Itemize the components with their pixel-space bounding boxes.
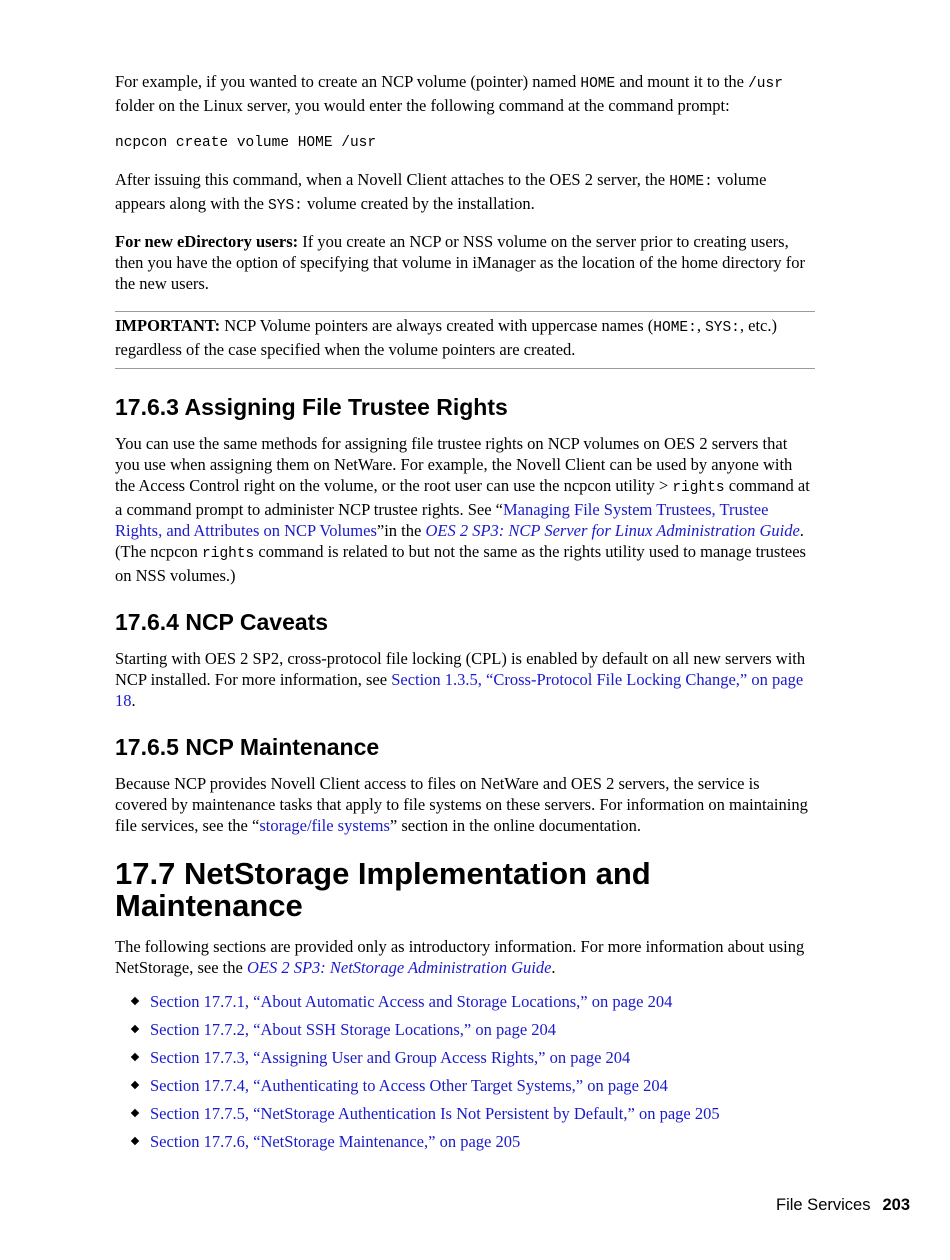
heading-17-7: 17.7 NetStorage Implementation and Maintenance	[115, 856, 651, 923]
intro-paragraph-3: For new eDirectory users: If you create an NCP or NSS volume on the server prior to creating users, then you have the option of specifying that volume in iManager as the location of the home directory for the new users.	[115, 232, 806, 293]
link-section-17-7-3[interactable]: Section 17.7.3, “Assigning User and Group Access Rights,” on page 204	[150, 1048, 631, 1067]
page-number: 203	[882, 1196, 910, 1214]
link-ncp-server-admin-guide[interactable]: OES 2 SP3: NCP Server for Linux Administration Guide	[425, 521, 800, 540]
heading-17-6-5: 17.6.5 NCP Maintenance	[115, 734, 380, 760]
list-item	[115, 1075, 815, 1103]
section-17-6-4-body: Starting with OES 2 SP2, cross-protocol file locking (CPL) is enabled by default on all new servers with NCP installed. For more information, see Section 1.3.5, “Cross-Protocol File Locking Change,” on page 18.	[115, 649, 806, 710]
list-item	[115, 991, 815, 1019]
footer-section-title: File Services	[776, 1196, 871, 1214]
heading-17-6-4: 17.6.4 NCP Caveats	[115, 609, 329, 635]
section-17-6-5-body: Because NCP provides Novell Client access to files on NetWare and OES 2 servers, the service is covered by maintenance tasks that apply to file systems on these servers. For information on maintaining file services, see the “storage/file systems” section in the online documentation.	[115, 774, 808, 835]
link-cross-protocol-file-locking[interactable]: Section 1.3.5, “Cross-Protocol File Locking Change,” on page 18	[115, 670, 804, 710]
important-label: IMPORTANT:	[115, 316, 221, 335]
section-17-6-3-body: You can use the same methods for assigning file trustee rights on NCP volumes on OES 2 servers that you use when assigning them on NetWare. For example, the Novell Client can be used by anyone with the Access Control right on the volume, or the root user can use the ncpcon utility > rights command at a command prompt to administer NCP trustee rights. See “Managing File System Trustees, Trustee Rights, and Attributes on NCP Volumes”in the OES 2 SP3: NCP Server for Linux Administration Guide. (The ncpcon rights command is related to but not the same as the rights utility used to manage trustees on NSS volumes.)	[115, 434, 810, 585]
page-content	[115, 68, 815, 1159]
link-netstorage-admin-guide[interactable]: OES 2 SP3: NetStorage Administration Guide	[246, 958, 552, 977]
list-item	[115, 1131, 815, 1159]
bullet-diamond-icon	[131, 997, 139, 1005]
heading-17-6-3: 17.6.3 Assigning File Trustee Rights	[115, 394, 508, 420]
important-note: IMPORTANT: NCP Volume pointers are always created with uppercase names (HOME:, SYS:, etc.) regardless of the case specified when the volume pointers are created.	[115, 311, 815, 369]
list-item	[115, 1103, 815, 1131]
link-managing-file-system-trustees[interactable]: Managing File System Trustees, Trustee Rights, and Attributes on NCP Volumes	[115, 500, 769, 540]
command-example: ncpcon create volume HOME /usr	[115, 135, 377, 151]
intro-paragraph-1: For example, if you wanted to create an NCP volume (pointer) named HOME and mount it to the /usr folder on the Linux server, you would enter the following command at the command prompt:	[115, 72, 783, 115]
bullet-diamond-icon	[131, 1025, 139, 1033]
list-item	[115, 1047, 815, 1075]
bullet-diamond-icon	[131, 1053, 139, 1061]
bullet-diamond-icon	[131, 1137, 139, 1145]
section-17-7-link-list	[115, 991, 815, 1159]
list-item	[115, 1019, 815, 1047]
page-footer	[776, 1196, 910, 1215]
bullet-diamond-icon	[131, 1109, 139, 1117]
link-storage-file-systems[interactable]: storage/file systems	[259, 816, 390, 835]
code-usr: /usr	[748, 76, 783, 92]
link-section-17-7-1[interactable]: Section 17.7.1, “About Automatic Access and Storage Locations,” on page 204	[150, 992, 673, 1011]
intro-paragraph-2: After issuing this command, when a Novell Client attaches to the OES 2 server, the HOME: volume appears along with the SYS: volume created by the installation.	[115, 170, 767, 214]
link-section-17-7-5[interactable]: Section 17.7.5, “NetStorage Authentication Is Not Persistent by Default,” on page 205	[150, 1104, 720, 1123]
link-section-17-7-2[interactable]: Section 17.7.2, “About SSH Storage Locations,” on page 204	[150, 1020, 557, 1039]
link-section-17-7-6[interactable]: Section 17.7.6, “NetStorage Maintenance,” on page 205	[150, 1132, 521, 1151]
link-section-17-7-4[interactable]: Section 17.7.4, “Authenticating to Access Other Target Systems,” on page 204	[150, 1076, 668, 1095]
bullet-diamond-icon	[131, 1081, 139, 1089]
section-17-7-body: The following sections are provided only as introductory information. For more information about using NetStorage, see the OES 2 SP3: NetStorage Administration Guide.	[115, 937, 805, 977]
code-home: HOME	[580, 76, 616, 92]
